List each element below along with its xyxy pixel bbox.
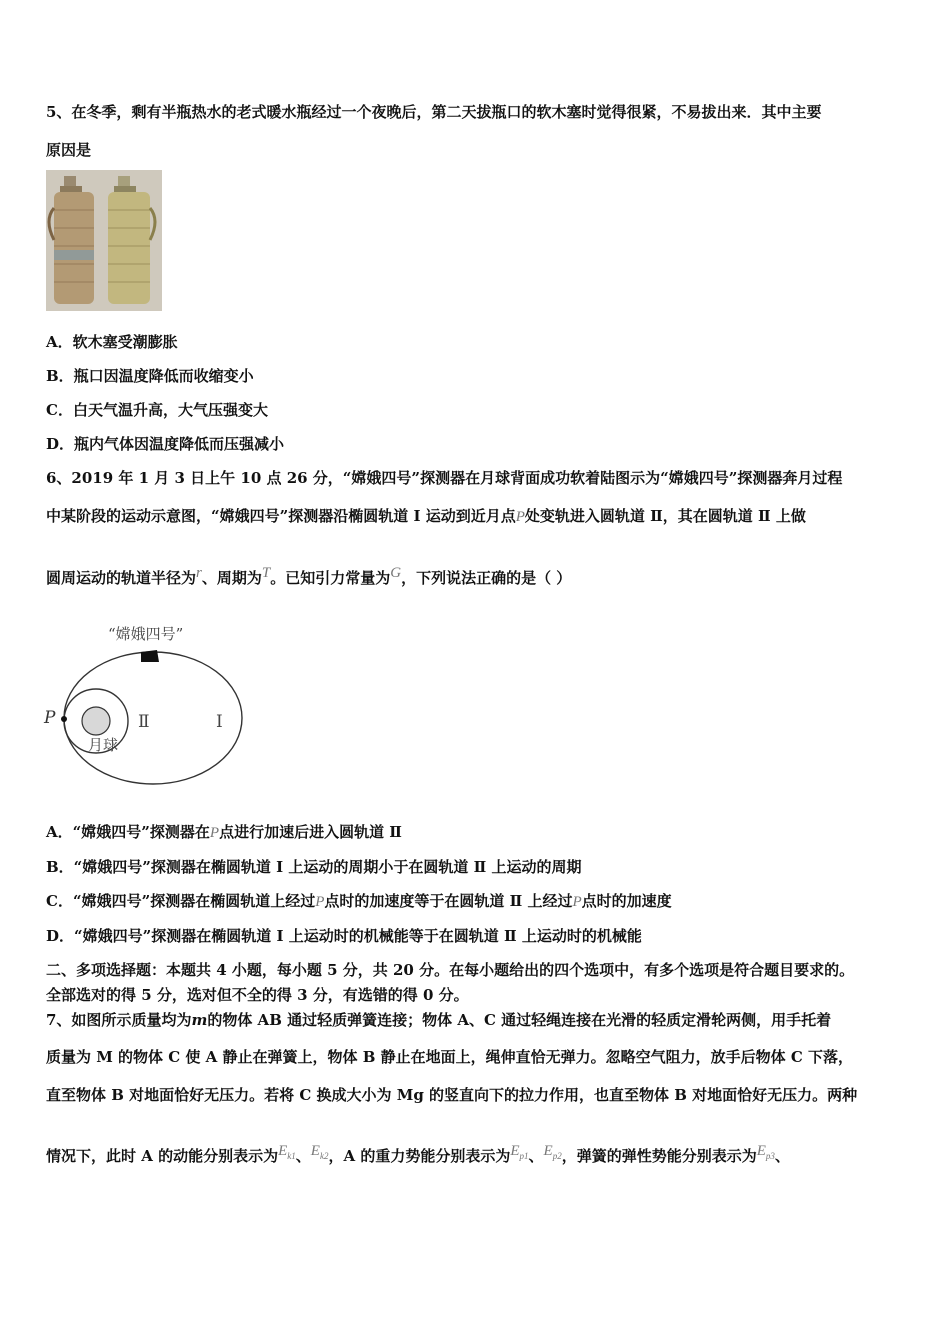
symbol-p: P: [315, 894, 325, 910]
q7-stem-line1-a: 7、如图所示质量均为: [46, 1011, 192, 1029]
section2-heading-line2: 全部选对的得 5 分，选对但不全的得 3 分，有选错的得 0 分。: [46, 986, 469, 1004]
symbol-p: P: [209, 825, 220, 841]
symbol-e: E: [756, 1143, 766, 1159]
q6-stem-line2: [46, 506, 806, 527]
q6-option-a-text-1: A．“嫦娥四号”探测器在: [46, 823, 210, 841]
q6-option-a: [46, 822, 402, 843]
thermos-photo: [46, 170, 162, 311]
q5-option-c: C．白天气温升高，大气压强变大: [46, 401, 268, 419]
q7-stem-line4-a: 情况下，此时 A 的动能分别表示为: [46, 1147, 279, 1165]
q6-stem-line3-b: 、周期为: [201, 569, 262, 587]
orbit-1-label: Ⅰ: [216, 712, 223, 732]
q6-stem-line3-c: 。已知引力常量为: [270, 569, 391, 587]
moon: [82, 707, 110, 735]
symbol-g: G: [390, 565, 402, 581]
symbol-ek2: [311, 1143, 329, 1159]
probe-label: “嫦娥四号”: [108, 625, 184, 643]
subscript-p3: p3: [765, 1151, 775, 1161]
q6-stem-line3-a: 圆周运动的轨道半径为: [46, 569, 197, 587]
q6-stem-line2-b: 处变轨进入圆轨道 Ⅱ，其在圆轨道 Ⅱ 上做: [524, 507, 806, 525]
q5-option-a: A．软木塞受潮膨胀: [46, 333, 178, 351]
q7-stem-line4-b: ，A 的重力势能分别表示为: [328, 1147, 511, 1165]
subscript-k2: k2: [319, 1151, 329, 1161]
separator: 、: [774, 1147, 790, 1165]
symbol-r: r: [196, 565, 202, 581]
point-p-dot: [61, 716, 67, 722]
q5-option-d: D．瓶内气体因温度降低而压强减小: [46, 435, 285, 453]
symbol-p: P: [572, 894, 582, 910]
symbol-e: E: [510, 1143, 520, 1159]
symbol-m: m: [191, 1011, 208, 1029]
orbit-2-label: Ⅱ: [138, 712, 150, 732]
q5-option-b: B．瓶口因温度降低而收缩变小: [46, 367, 254, 385]
separator: 、: [295, 1147, 311, 1165]
symbol-ep2: [544, 1143, 562, 1159]
symbol-p: P: [515, 509, 525, 525]
q6-option-c-text-2: 点时的加速度等于在圆轨道 Ⅱ 上经过: [324, 892, 573, 910]
probe-icon: [141, 650, 159, 662]
q6-option-c: [46, 891, 672, 912]
section2-heading-line1: 二、多项选择题：本题共 4 小题，每小题 5 分，共 20 分。在每小题给出的四个选项中，有多个选项是符合题目要求的。: [46, 961, 855, 979]
q7-stem-line1-b: 的物体 AB 通过轻质弹簧连接；物体 A、C 通过轻绳连接在光滑的轻质定滑轮两侧，用手托着: [207, 1011, 832, 1029]
q6-stem-line3-d: ，下列说法正确的是（ ）: [401, 569, 572, 587]
subscript-p2: p2: [552, 1151, 562, 1161]
moon-label: 月球: [88, 736, 119, 754]
q7-stem-line4-c: ，弹簧的弹性势能分别表示为: [561, 1147, 757, 1165]
symbol-ep1: [510, 1143, 528, 1159]
point-p-label: P: [44, 708, 56, 728]
symbol-ek1: [278, 1143, 296, 1159]
q7-stem-line3: 直至物体 B 对地面恰好无压力。若将 C 换成大小为 Mg 的竖直向下的拉力作用，也直至物体 B 对地面恰好无压力。两种: [46, 1086, 858, 1104]
q7-stem-line1: [46, 1010, 831, 1030]
q7-stem-line2: 质量为 M 的物体 C 使 A 静止在弹簧上，物体 B 静止在地面上，绳伸直恰无弹力。忽略空气阻力，放手后物体 C 下落，: [46, 1048, 854, 1066]
orbit-diagram: [40, 615, 250, 790]
symbol-e: E: [310, 1143, 320, 1159]
subscript-p1: p1: [519, 1151, 529, 1161]
q5-stem-line1: 5、在冬季，剩有半瓶热水的老式暖水瓶经过一个夜晚后，第二天拔瓶口的软木塞时觉得很紧，不易拔出来．其中主要: [46, 103, 822, 121]
q6-stem-line1: 6、2019 年 1 月 3 日上午 10 点 26 分，“嫦娥四号”探测器在月球背面成功软着陆图示为“嫦娥四号”探测器奔月过程: [46, 469, 843, 487]
q6-stem-line2-a: 中某阶段的运动示意图，“嫦娥四号”探测器沿椭圆轨道 Ⅰ 运动到近月点: [46, 507, 516, 525]
q6-option-d: D．“嫦娥四号”探测器在椭圆轨道 Ⅰ 上运动时的机械能等于在圆轨道 Ⅱ 上运动时的机械能: [46, 927, 642, 945]
symbol-ep3: [757, 1143, 775, 1159]
subscript-k1: k1: [287, 1151, 296, 1161]
q6-option-c-text-1: C．“嫦娥四号”探测器在椭圆轨道上经过: [46, 892, 316, 910]
q7-stem-line4: [46, 1143, 790, 1172]
symbol-e: E: [278, 1143, 288, 1159]
q6-option-b: B．“嫦娥四号”探测器在椭圆轨道 Ⅰ 上运动的周期小于在圆轨道 Ⅱ 上运动的周期: [46, 858, 582, 876]
thermos-bottles-image: [46, 170, 162, 311]
symbol-t: T: [261, 565, 271, 581]
symbol-e: E: [543, 1143, 553, 1159]
q6-option-c-text-3: 点时的加速度: [581, 892, 672, 910]
q6-stem-line3: [46, 565, 572, 589]
q5-stem-line2: 原因是: [46, 141, 92, 159]
separator: 、: [528, 1147, 544, 1165]
q6-option-a-text-2: 点进行加速后进入圆轨道 Ⅱ: [219, 823, 402, 841]
